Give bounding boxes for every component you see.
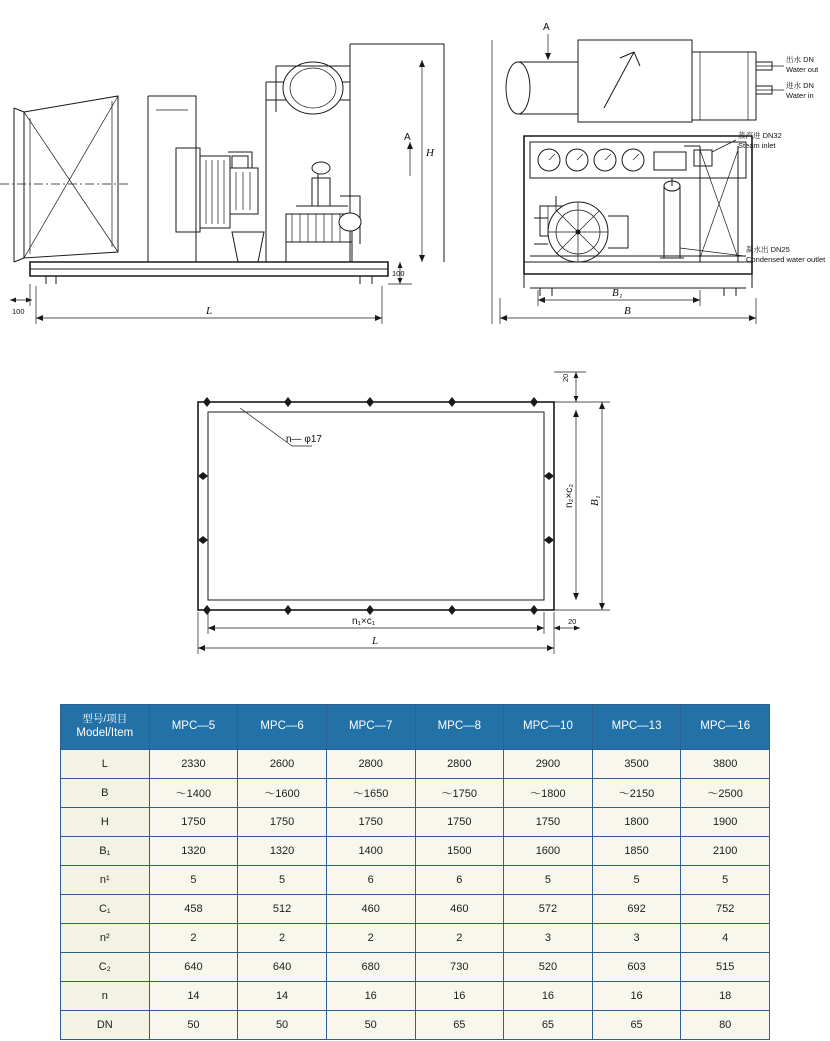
cell-DN-1: 50	[238, 1011, 327, 1040]
cell-DN-5: 65	[592, 1011, 681, 1040]
callout-water-out-cn: 出水 DN	[786, 55, 814, 64]
dim-L-plan-label: L	[372, 635, 379, 647]
cell-DN-6: 80	[681, 1011, 770, 1040]
cell-C1-5: 692	[592, 895, 681, 924]
corner-header-en: Model/Item	[76, 727, 134, 740]
cell-DN-3: 65	[415, 1011, 504, 1040]
model-header-6: MPC—16	[681, 705, 770, 750]
section-mark-A: A	[543, 22, 550, 33]
base-frame-plan-view	[198, 372, 610, 654]
cell-B-6: ～2500	[681, 779, 770, 808]
cell-n2-6: 4	[681, 924, 770, 953]
dim-B1-right-label: B₁	[612, 287, 623, 299]
cell-DN-0: 50	[149, 1011, 238, 1040]
row-label-B: B	[61, 779, 150, 808]
cell-B1-2: 1400	[326, 837, 415, 866]
cell-n-4: 16	[504, 982, 593, 1011]
cell-L-0: 2330	[149, 750, 238, 779]
cell-C2-6: 515	[681, 953, 770, 982]
row-label-H: H	[61, 808, 150, 837]
left-elevation-view	[0, 44, 444, 324]
callout-steam-inlet-en: Steam inlet	[738, 141, 776, 150]
corner-header-cn: 型号/项目	[82, 713, 128, 726]
dim-n2c2-label: n₂×c₂	[564, 483, 575, 508]
cell-B1-4: 1600	[504, 837, 593, 866]
specification-table	[60, 704, 770, 1040]
right-section-view	[492, 22, 826, 324]
cell-n2-4: 3	[504, 924, 593, 953]
cell-H-3: 1750	[415, 808, 504, 837]
cell-C2-0: 640	[149, 953, 238, 982]
cell-H-5: 1800	[592, 808, 681, 837]
cell-L-1: 2600	[238, 750, 327, 779]
row-label-n2: n²	[61, 924, 150, 953]
row-label-C2: C₂	[61, 953, 150, 982]
callout-water-out-en: Water out	[786, 65, 819, 74]
dim-n1c1-label: n₁×c₁	[352, 616, 376, 627]
cell-H-4: 1750	[504, 808, 593, 837]
callout-steam-inlet-cn: 蒸汽进 DN32	[738, 131, 782, 140]
model-header-4: MPC—10	[504, 705, 593, 750]
cell-n-0: 14	[149, 982, 238, 1011]
cell-L-4: 2900	[504, 750, 593, 779]
row-label-L: L	[61, 750, 150, 779]
cell-B1-1: 1320	[238, 837, 327, 866]
cell-n1-1: 5	[238, 866, 327, 895]
callout-water-in-en: Water in	[786, 91, 814, 100]
cell-n-5: 16	[592, 982, 681, 1011]
cell-L-2: 2800	[326, 750, 415, 779]
model-header-0: MPC—5	[149, 705, 238, 750]
cell-B1-0: 1320	[149, 837, 238, 866]
dim-B-label: B	[624, 305, 631, 317]
callout-water-in-cn: 进水 DN	[786, 81, 814, 90]
cell-H-6: 1900	[681, 808, 770, 837]
row-label-C1: C₁	[61, 895, 150, 924]
cell-C1-4: 572	[504, 895, 593, 924]
table-row	[61, 779, 770, 808]
cell-n2-0: 2	[149, 924, 238, 953]
cell-DN-4: 65	[504, 1011, 593, 1040]
row-label-DN: DN	[61, 1011, 150, 1040]
cell-B-0: ～1400	[149, 779, 238, 808]
table-row	[61, 866, 770, 895]
cell-n2-1: 2	[238, 924, 327, 953]
cell-C2-3: 730	[415, 953, 504, 982]
cell-n-6: 18	[681, 982, 770, 1011]
cell-L-3: 2800	[415, 750, 504, 779]
cell-C1-6: 752	[681, 895, 770, 924]
dim-20-bottom: 20	[568, 617, 577, 626]
cell-C2-5: 603	[592, 953, 681, 982]
cell-n-2: 16	[326, 982, 415, 1011]
cell-n1-4: 5	[504, 866, 593, 895]
cell-n1-0: 5	[149, 866, 238, 895]
cell-B-1: ～1600	[238, 779, 327, 808]
model-header-3: MPC—8	[415, 705, 504, 750]
row-label-n1: n¹	[61, 866, 150, 895]
cell-L-6: 3800	[681, 750, 770, 779]
model-header-5: MPC—13	[592, 705, 681, 750]
hole-note-label: n— φ17	[286, 434, 322, 445]
dim-L-left-label: L	[206, 305, 213, 317]
dim-100-right: 100	[392, 269, 405, 278]
cell-n1-5: 5	[592, 866, 681, 895]
cell-C2-1: 640	[238, 953, 327, 982]
cell-C1-3: 460	[415, 895, 504, 924]
table-row	[61, 808, 770, 837]
cell-B1-6: 2100	[681, 837, 770, 866]
cell-n2-2: 2	[326, 924, 415, 953]
dim-100-left: 100	[12, 307, 25, 316]
model-header-1: MPC—6	[238, 705, 327, 750]
cell-B1-3: 1500	[415, 837, 504, 866]
cell-B-3: ～1750	[415, 779, 504, 808]
dim-B1-plan-label: B₁	[589, 495, 601, 506]
table-corner-header	[61, 705, 150, 750]
cell-n-3: 16	[415, 982, 504, 1011]
dim-20-top: 20	[561, 373, 570, 382]
row-label-B1: B₁	[61, 837, 150, 866]
cell-B-4: ～1800	[504, 779, 593, 808]
table-row	[61, 953, 770, 982]
cell-n-1: 14	[238, 982, 327, 1011]
cell-C2-4: 520	[504, 953, 593, 982]
cell-H-0: 1750	[149, 808, 238, 837]
cell-n1-6: 5	[681, 866, 770, 895]
cell-B-2: ～1650	[326, 779, 415, 808]
table-header-row	[61, 705, 770, 750]
cell-C1-1: 512	[238, 895, 327, 924]
cell-C2-2: 680	[326, 953, 415, 982]
model-header-2: MPC—7	[326, 705, 415, 750]
row-label-n: n	[61, 982, 150, 1011]
cell-DN-2: 50	[326, 1011, 415, 1040]
table-row	[61, 982, 770, 1011]
dim-H-label: H	[426, 147, 434, 159]
table-row	[61, 1011, 770, 1040]
dim-A-label: A	[404, 132, 411, 143]
specification-table-wrap	[60, 704, 770, 1040]
cell-B-5: ～2150	[592, 779, 681, 808]
cell-n2-5: 3	[592, 924, 681, 953]
callout-condensate-cn: 凝水出 DN25	[746, 245, 790, 254]
cell-n1-2: 6	[326, 866, 415, 895]
table-row	[61, 924, 770, 953]
cell-H-2: 1750	[326, 808, 415, 837]
cell-H-1: 1750	[238, 808, 327, 837]
cell-L-5: 3500	[592, 750, 681, 779]
cell-B1-5: 1850	[592, 837, 681, 866]
cell-n2-3: 2	[415, 924, 504, 953]
table-row	[61, 750, 770, 779]
callout-condensate-en: Condensed water outlet	[746, 255, 826, 264]
cell-C1-0: 458	[149, 895, 238, 924]
cell-C1-2: 460	[326, 895, 415, 924]
table-row	[61, 895, 770, 924]
table-row	[61, 837, 770, 866]
cell-n1-3: 6	[415, 866, 504, 895]
